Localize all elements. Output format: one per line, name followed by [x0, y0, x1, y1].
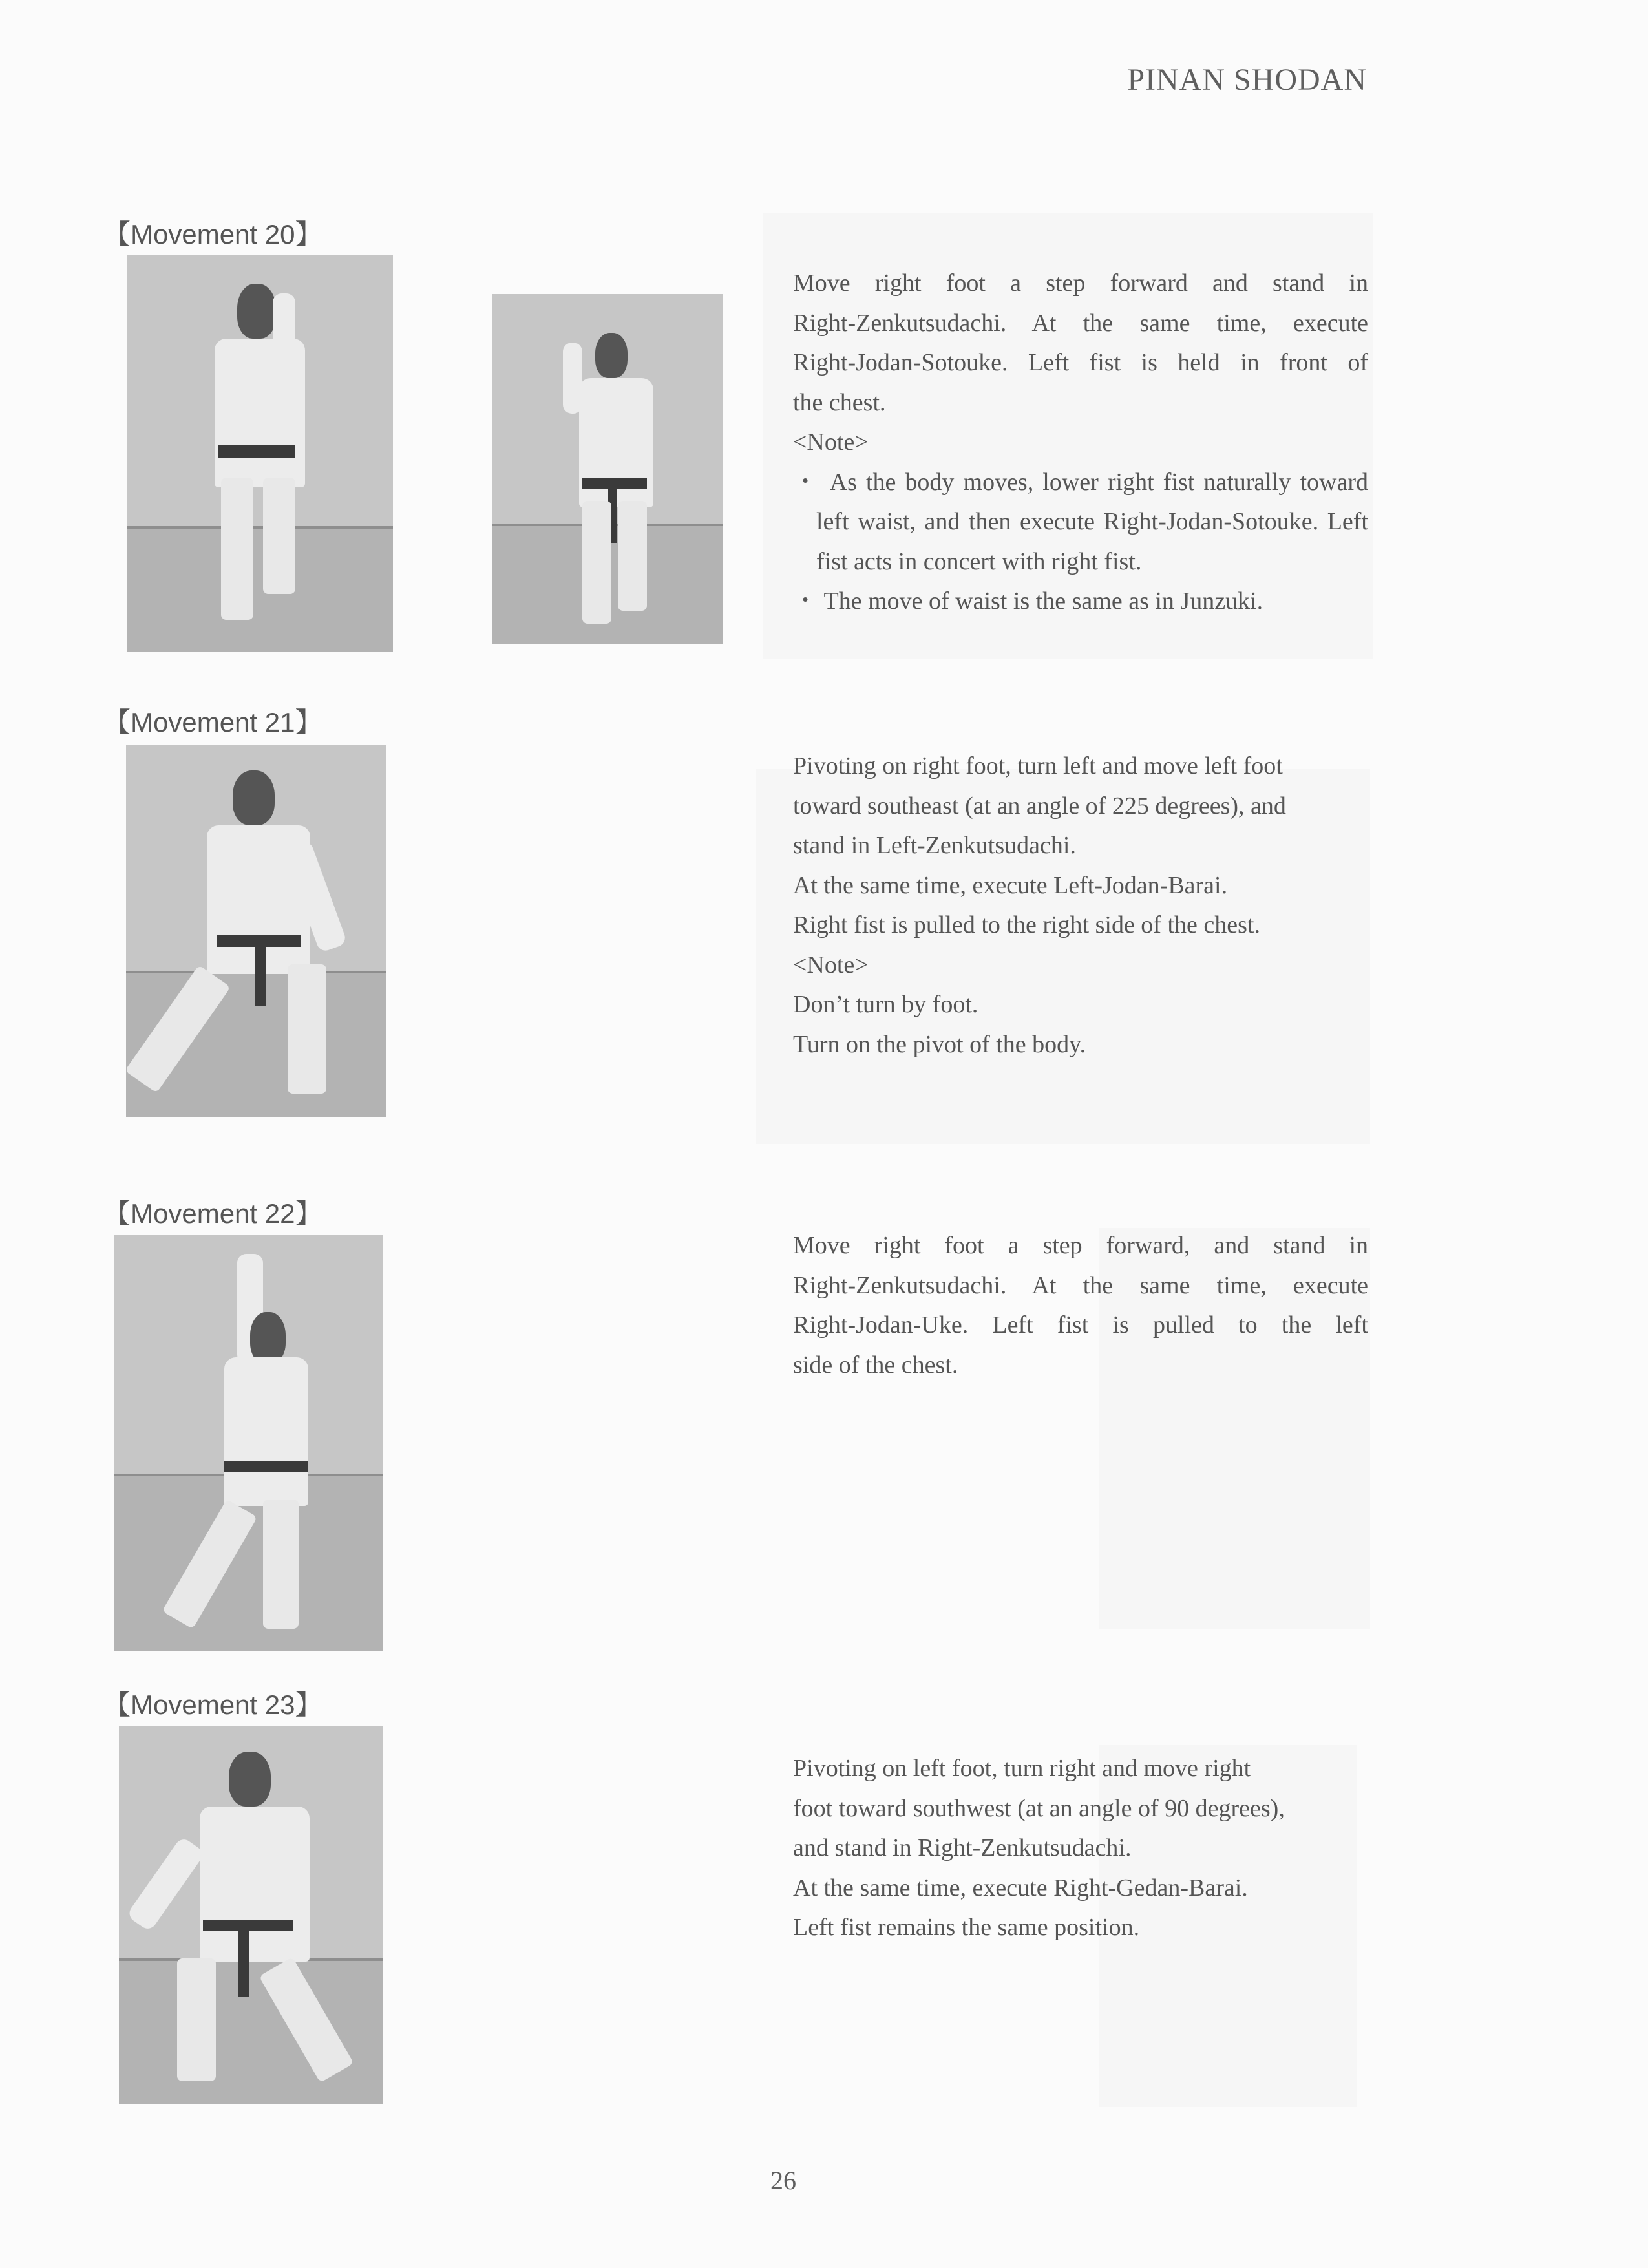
- running-header-title: PINAN SHODAN: [1127, 63, 1367, 97]
- movement-21-description: [793, 747, 1368, 1065]
- photo-movement-21: [126, 745, 386, 1117]
- karateka-figure: [132, 1752, 371, 2088]
- description-line: Turn on the pivot of the body.: [793, 1030, 1086, 1058]
- description-line: the chest.: [793, 388, 886, 416]
- photo-movement-22: [114, 1235, 383, 1651]
- karateka-figure: [202, 284, 331, 633]
- note-label: <Note>: [793, 951, 869, 979]
- description-line: foot toward southwest (at an angle of 90 degrees),: [793, 1794, 1285, 1822]
- description-line: Move right foot a step forward and stand in: [793, 270, 1368, 297]
- description-line: Left fist remains the same position.: [793, 1914, 1140, 1941]
- description-line: Right-Jodan-Sotouke. Left fist is held in front of: [793, 349, 1368, 376]
- note-bullet: ・ As the body moves, lower right fist naturally toward left waist, and then execute Right-Jodan-Sotouke. Left fist acts in concert with right fist.: [793, 468, 1368, 575]
- karateka-figure: [179, 1254, 347, 1642]
- movement-23-description: [793, 1749, 1368, 1948]
- description-line: Pivoting on left foot, turn right and move right: [793, 1755, 1251, 1782]
- description-line: Right-Zenkutsudachi. At the same time, execute: [793, 309, 1368, 337]
- photo-movement-20-back: [127, 255, 393, 652]
- photo-movement-20-front: [492, 294, 723, 644]
- movement-heading: 【Movement 23】: [103, 1690, 322, 1720]
- page-number: 26: [770, 2166, 796, 2195]
- description-line: stand in Left-Zenkutsudachi.: [793, 832, 1076, 859]
- note-label: <Note>: [793, 429, 869, 456]
- description-line: Pivoting on right foot, turn left and move left foot: [793, 752, 1283, 779]
- description-line: Don’t turn by foot.: [793, 991, 978, 1018]
- description-line: At the same time, execute Right-Gedan-Barai.: [793, 1874, 1248, 1902]
- note-bullet: ・ The move of waist is the same as in Junzuki.: [793, 588, 1263, 615]
- movement-20-description: [793, 264, 1368, 622]
- description-line: Right-Zenkutsudachi. At the same time, execute: [793, 1271, 1368, 1299]
- karateka-figure: [563, 333, 673, 630]
- description-line: Right-Jodan-Uke. Left fist is pulled to the left: [793, 1311, 1368, 1339]
- description-line: Right fist is pulled to the right side of the chest.: [793, 911, 1260, 938]
- description-line: and stand in Right-Zenkutsudachi.: [793, 1834, 1132, 1861]
- movement-heading: 【Movement 20】: [103, 219, 322, 249]
- photo-movement-23: [119, 1726, 383, 2104]
- karateka-figure: [145, 770, 378, 1100]
- description-line: Move right foot a step forward, and stand in: [793, 1232, 1368, 1259]
- description-line: At the same time, execute Left-Jodan-Barai.: [793, 871, 1228, 899]
- movement-heading: 【Movement 22】: [103, 1198, 322, 1229]
- description-line: side of the chest.: [793, 1351, 958, 1379]
- description-line: toward southeast (at an angle of 225 degrees), and: [793, 792, 1286, 820]
- movement-22-description: [793, 1226, 1368, 1385]
- movement-heading: 【Movement 21】: [103, 707, 322, 737]
